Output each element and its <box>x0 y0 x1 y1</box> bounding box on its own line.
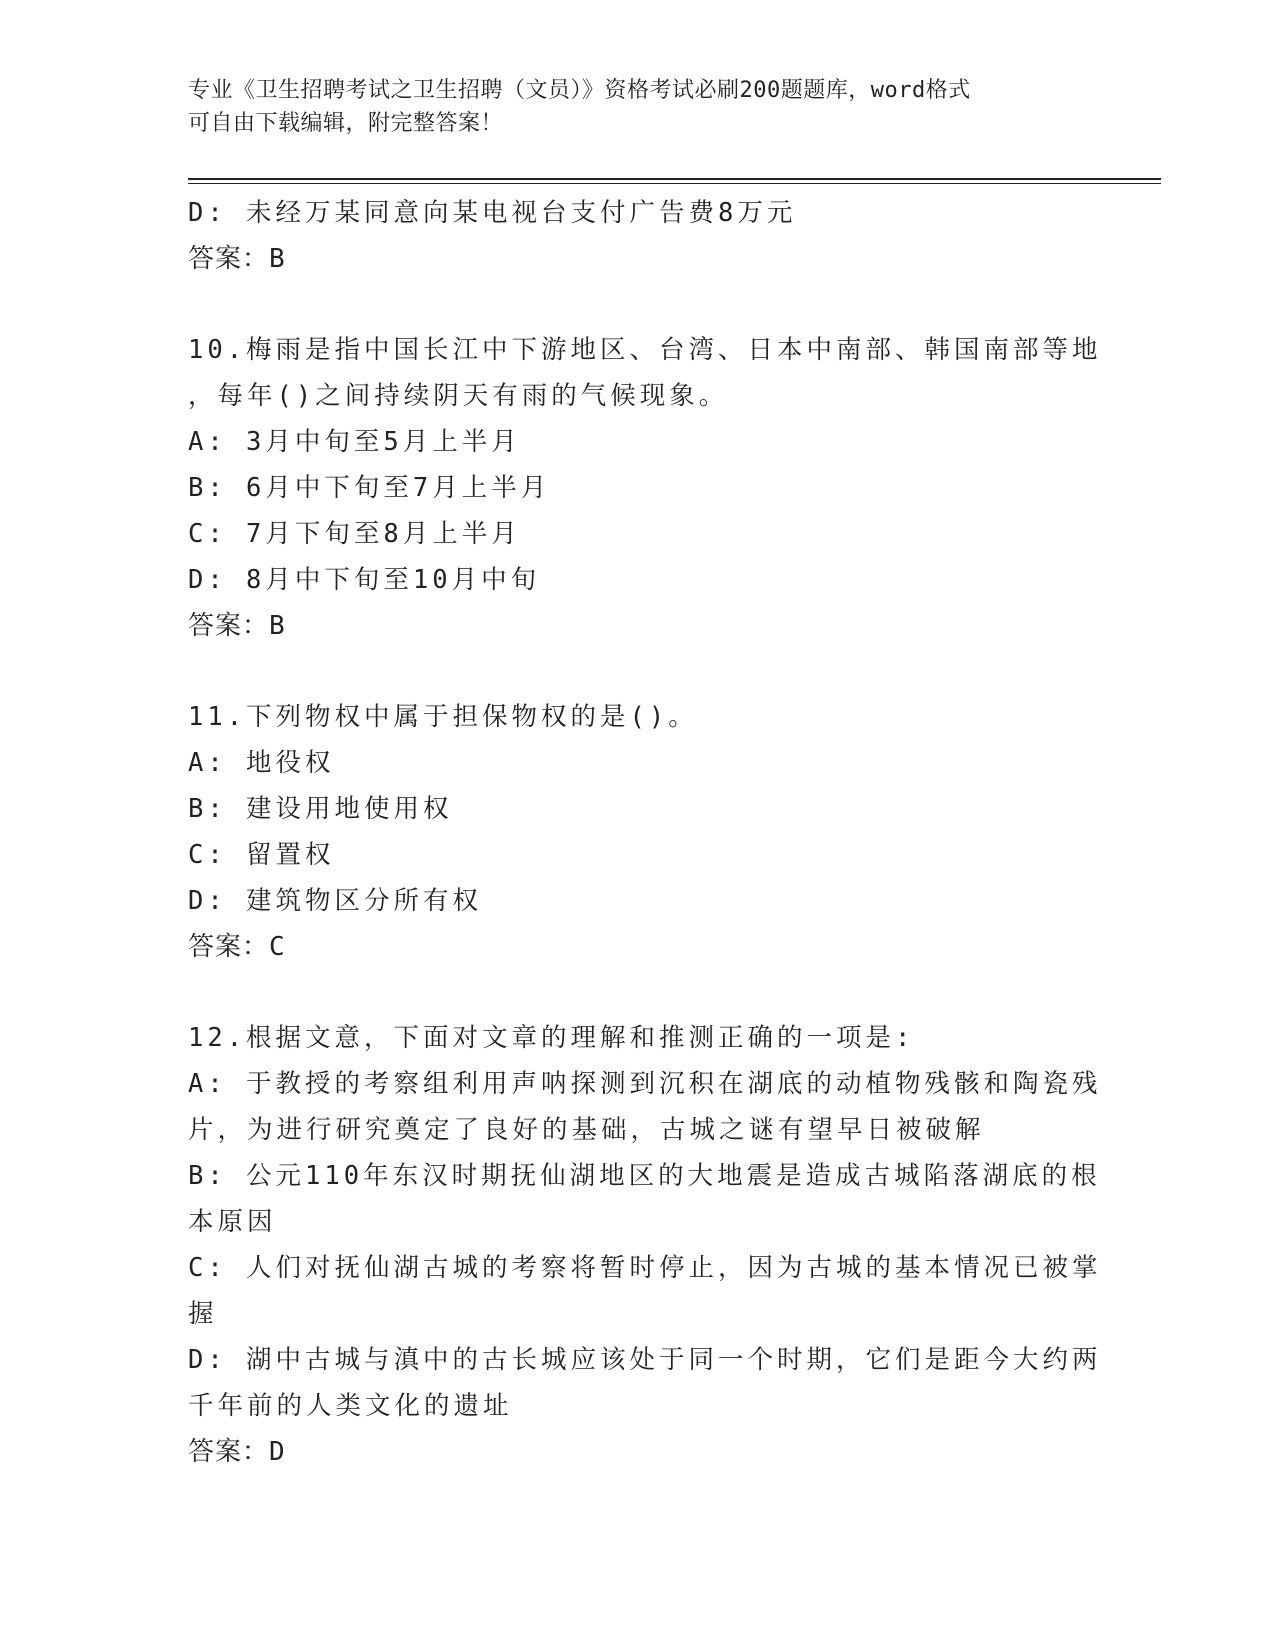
option-b: B: 建设用地使用权 <box>188 794 453 824</box>
header-divider-thin <box>188 183 1161 184</box>
option-d: D: 未经万某同意向某电视台支付广告费8万元 <box>188 198 797 228</box>
question-stem: 11.下列物权中属于担保物权的是()。 <box>188 702 698 732</box>
header-line-1: 专业《卫生招聘考试之卫生招聘（文员）》资格考试必刷200题题库，word格式 <box>188 78 971 103</box>
question-12 <box>188 1015 1102 1475</box>
answer-line: 答案：D <box>188 1437 286 1467</box>
question-stem: 12.根据文意，下面对文章的理解和推测正确的一项是: <box>188 1023 915 1053</box>
option-a: A: 于教授的考察组利用声呐探测到沉积在湖底的动植物残骸和陶瓷残 <box>188 1069 1102 1099</box>
option-a-continued: 片，为进行研究奠定了良好的基础，古城之谜有望早日被破解 <box>188 1115 985 1145</box>
option-d: D: 8月中下旬至10月中旬 <box>188 565 541 595</box>
option-d: D: 建筑物区分所有权 <box>188 886 483 916</box>
header-line-2: 可自由下载编辑，附完整答案！ <box>188 111 504 136</box>
option-b-continued: 本原因 <box>188 1207 277 1237</box>
answer-line: 答案：B <box>188 244 286 274</box>
question-stem: ，每年()之间持续阴天有雨的气候现象。 <box>188 381 729 411</box>
option-a: A: 地役权 <box>188 748 335 778</box>
option-c: C: 7月下旬至8月上半月 <box>188 519 521 549</box>
question-10 <box>188 327 1102 649</box>
option-b: B: 公元110年东汉时期抚仙湖地区的大地震是造成古城陷落湖底的根 <box>188 1161 1101 1191</box>
option-b: B: 6月中下旬至7月上半月 <box>188 473 551 503</box>
spacer <box>188 649 1088 694</box>
answer-line: 答案：C <box>188 932 286 962</box>
answer-line: 答案：B <box>188 611 286 641</box>
spacer <box>188 282 1088 327</box>
option-d: D: 湖中古城与滇中的古长城应该处于同一个时期，它们是距今大约两 <box>188 1345 1102 1375</box>
spacer <box>188 970 1088 1015</box>
question-stem: 10.梅雨是指中国长江中下游地区、台湾、日本中南部、韩国南部等地 <box>188 335 1102 365</box>
option-d-continued: 千年前的人类文化的遗址 <box>188 1391 513 1421</box>
previous-question-tail <box>188 190 1088 282</box>
question-11 <box>188 694 1088 970</box>
question-list <box>188 190 1102 1475</box>
option-c-continued: 握 <box>188 1299 218 1329</box>
option-a: A: 3月中旬至5月上半月 <box>188 427 521 457</box>
header-divider-thick <box>188 178 1161 180</box>
option-c: C: 留置权 <box>188 840 335 870</box>
page-header <box>188 74 1068 140</box>
option-c: C: 人们对抚仙湖古城的考察将暂时停止，因为古城的基本情况已被掌 <box>188 1253 1102 1283</box>
